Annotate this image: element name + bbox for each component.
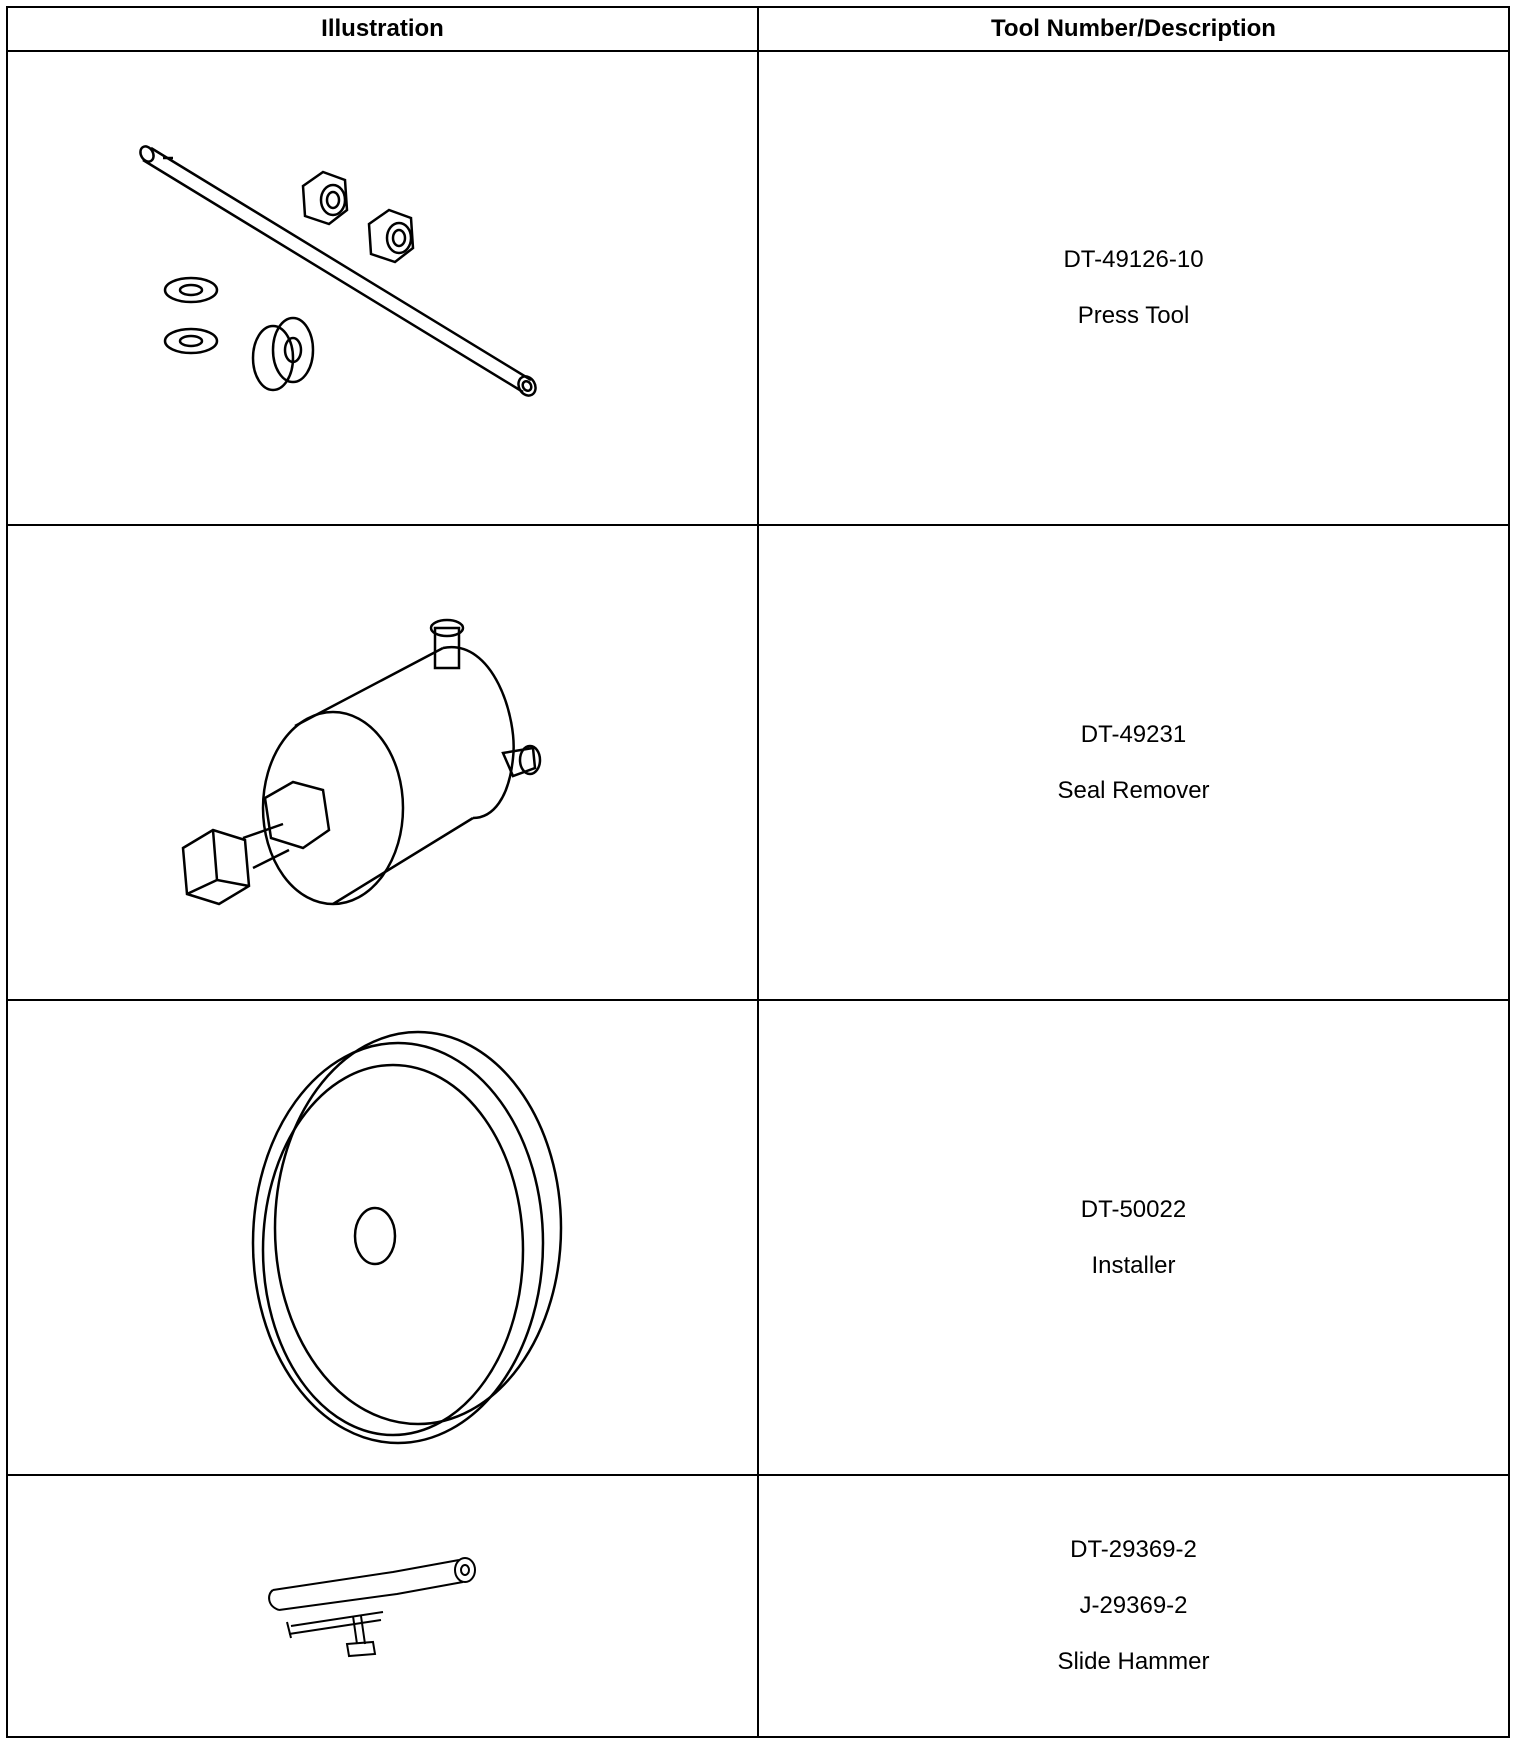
tool-header: Tool Number/Description: [758, 7, 1509, 51]
tool-description-cell: [758, 51, 1509, 525]
tool-description-cell: [758, 525, 1509, 1000]
illustration-cell: [7, 1000, 758, 1475]
header-row: [7, 7, 1509, 51]
table-row: [7, 1000, 1509, 1475]
tool-name: Seal Remover: [1057, 776, 1210, 804]
table-row: [7, 51, 1509, 525]
tool-description-cell: [758, 1000, 1509, 1475]
table-row: [7, 1475, 1509, 1737]
illustration-cell: [7, 1475, 758, 1737]
tool-number: DT-29369-2: [1070, 1536, 1197, 1563]
installer-icon: [193, 1018, 573, 1458]
tool-name: Slide Hammer: [1057, 1648, 1210, 1675]
tool-description-cell: [758, 1475, 1509, 1737]
tool-number: DT-49126-10: [1063, 246, 1204, 273]
tool-alt-number: J-29369-2: [1079, 1592, 1188, 1619]
special-tools-table: [6, 6, 1510, 1738]
slide-hammer-icon: [263, 1546, 503, 1666]
table-row: [7, 525, 1509, 1000]
tool-number: DT-50022: [1080, 1195, 1187, 1223]
tool-number: DT-49231: [1080, 720, 1187, 748]
tool-name: Installer: [1091, 1251, 1176, 1279]
tool-name: Press Tool: [1077, 302, 1190, 329]
illustration-cell: [7, 525, 758, 1000]
press-tool-icon: [133, 128, 633, 448]
illustration-header: Illustration: [7, 7, 758, 51]
seal-remover-icon: [173, 598, 593, 928]
illustration-cell: [7, 51, 758, 525]
